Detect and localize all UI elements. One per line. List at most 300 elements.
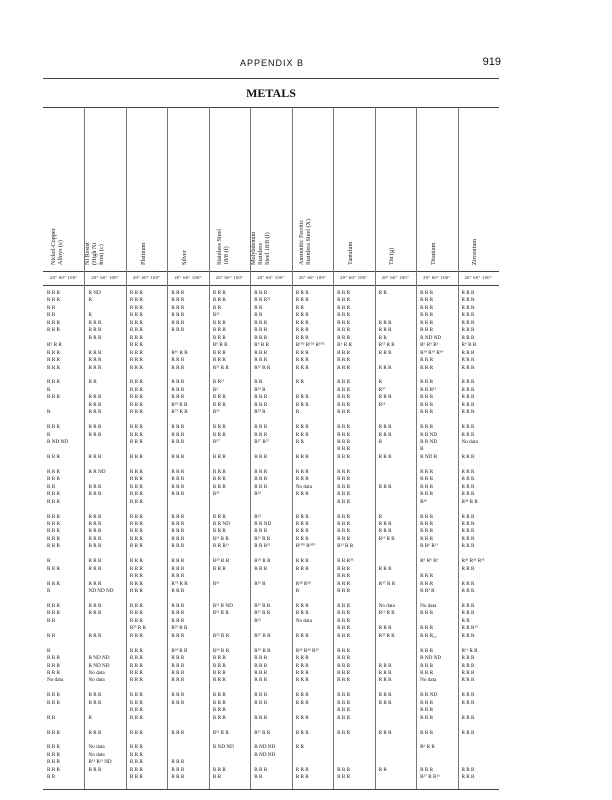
table-row xyxy=(43,633,499,640)
table-cell: R⁶ R⁶ R⁶ xyxy=(420,558,439,565)
table-cell: R R R xyxy=(88,513,102,520)
table-cell: R R R xyxy=(295,632,309,639)
table-cell: R R R xyxy=(88,409,102,416)
table-cell: R R R xyxy=(337,662,351,669)
table-cell: R R R xyxy=(337,394,351,401)
table-cell: R R R xyxy=(47,327,60,334)
table-cell: R²³ R R xyxy=(171,401,188,408)
table-row xyxy=(43,610,499,617)
table-cell: R R R xyxy=(254,424,268,431)
table-title: METALS xyxy=(246,86,296,100)
table-cell: R R R xyxy=(337,453,351,460)
table-cell: R R R xyxy=(378,431,392,438)
table-cell: R R R xyxy=(337,580,351,587)
table-cell: R¹¹ R R xyxy=(378,610,395,617)
table-cell: R R R xyxy=(171,558,185,565)
table-cell: R R R xyxy=(254,565,268,572)
table-cell: R R R xyxy=(171,319,185,326)
table-cell: R R R xyxy=(129,476,143,483)
table-cell: R¹¹ R R xyxy=(254,729,271,736)
table-cell: R R R¹¹ xyxy=(420,386,437,393)
table-cell: R²⁵ R R xyxy=(254,632,271,639)
table-cell: R R R xyxy=(212,297,226,304)
table-cell: R R R xyxy=(295,327,309,334)
table-cell: R xyxy=(47,647,51,654)
table-row xyxy=(43,536,499,543)
table-cell: R R R xyxy=(88,699,102,706)
table-cell: R R R xyxy=(129,774,143,781)
temperature-header: 20° 60° 100° xyxy=(257,275,285,280)
table-cell: R R R xyxy=(337,431,351,438)
column-header-label: Silver xyxy=(181,250,189,265)
table-cell: R R R xyxy=(461,327,475,334)
table-cell: R R R xyxy=(129,386,143,393)
table-cell: R R⁶ R¹¹ xyxy=(420,543,438,550)
table-cell: R R R xyxy=(337,669,351,676)
table-cell: R R R xyxy=(171,662,185,669)
table-cell: R R R xyxy=(295,297,309,304)
table-cell: R R R xyxy=(171,364,185,371)
table-cell: R R R xyxy=(47,357,60,364)
table-cell: R R R xyxy=(171,327,185,334)
table-cell: R R R xyxy=(171,610,185,617)
table-cell: R¹² R R xyxy=(337,543,354,550)
table-cell: R R R xyxy=(88,327,102,334)
table-cell: R R R xyxy=(129,580,143,587)
table-cell: R R R xyxy=(88,334,102,341)
table-cell: R R R xyxy=(47,692,60,699)
appendix-label: APPENDIX B xyxy=(239,58,305,68)
table-cell: R R R xyxy=(461,424,475,431)
table-cell: R xyxy=(295,588,300,594)
table-cell: R R R xyxy=(171,543,185,550)
table-cell: R R R xyxy=(254,483,268,490)
table-cell: R⁵⁷ R R xyxy=(378,580,396,587)
table-cell: R xyxy=(420,446,424,453)
table-cell: R R R xyxy=(47,669,60,676)
table-cell: R R R xyxy=(461,379,475,386)
table-cell: No data xyxy=(47,677,64,684)
table-cell: R ND xyxy=(88,290,101,296)
table-cell: R R xyxy=(254,312,263,319)
table-cell: R R R xyxy=(337,565,351,572)
table-cell: R R R xyxy=(129,759,143,766)
table-cell: R R R xyxy=(47,476,60,483)
table-cell: R R R xyxy=(47,453,60,460)
table-cell: R R R xyxy=(378,319,392,326)
table-row xyxy=(43,402,499,409)
table-cell: R R xyxy=(461,617,470,624)
table-cell: R R R xyxy=(129,290,143,296)
table-cell: R R R xyxy=(88,535,102,542)
table-cell: R R R xyxy=(420,714,434,721)
table-cell: R R R xyxy=(88,431,102,438)
table-cell: R R R xyxy=(212,401,226,408)
table-cell: R R R xyxy=(212,290,226,296)
table-cell: R R R xyxy=(420,766,434,773)
table-cell: R R R xyxy=(295,602,309,609)
table-cell: R R R xyxy=(47,513,60,520)
table-row xyxy=(43,424,499,431)
table-cell: R R R xyxy=(129,662,143,669)
table-cell: R R R xyxy=(254,349,268,356)
table-cell: R R R xyxy=(254,401,268,408)
table-cell: R R R xyxy=(461,312,475,319)
table-cell: R R R xyxy=(337,677,351,684)
table-cell: R R R xyxy=(337,290,351,296)
table-cell: R R R xyxy=(337,774,351,781)
table-cell: R R R xyxy=(47,290,60,296)
column-header-label: Stainless Steel 18/8 (f) xyxy=(215,229,230,265)
table-cell: R R R xyxy=(295,312,309,319)
table-cell: R R xyxy=(254,304,263,311)
table-cell: R R R xyxy=(171,394,185,401)
table-cell: R R R xyxy=(129,483,143,490)
table-cell: R R R xyxy=(461,334,475,341)
table-cell: R R R xyxy=(461,565,475,572)
table-cell: R R R xyxy=(420,319,434,326)
table-cell: R R R xyxy=(129,297,143,304)
table-cell: R ND ND xyxy=(420,334,442,341)
table-cell: R R R xyxy=(461,528,475,535)
table-cell: R R R xyxy=(295,401,309,408)
table-cell: R ND ND xyxy=(88,655,110,662)
table-cell: R R R xyxy=(129,766,143,773)
table-cell: R R R xyxy=(461,290,475,296)
table-cell: R R R xyxy=(461,520,475,527)
table-cell: No data xyxy=(420,602,437,609)
table-row xyxy=(43,312,499,319)
table-cell: R R R xyxy=(337,513,351,520)
table-row xyxy=(43,417,499,424)
table-row xyxy=(43,305,499,312)
table-cell: R³⁵ R³⁵ R³⁵ xyxy=(295,647,319,654)
table-cell: R R R xyxy=(461,655,475,662)
table-cell: R¹¹ R R xyxy=(212,364,229,371)
table-cell: R R R xyxy=(378,662,392,669)
table-cell: R R R xyxy=(378,669,392,676)
table-cell: R R xyxy=(378,766,387,773)
table-row xyxy=(43,551,499,558)
table-cell: R R R xyxy=(420,290,434,296)
table-cell: R R R xyxy=(129,334,143,341)
table-cell: R R R xyxy=(461,662,475,669)
table-cell: R R R xyxy=(88,453,102,460)
table-cell: R xyxy=(47,558,51,565)
table-cell: R R R xyxy=(47,602,60,609)
column-header xyxy=(84,109,125,271)
table-cell: R R R xyxy=(337,535,351,542)
table-row xyxy=(43,365,499,372)
table-cell: R R R xyxy=(337,483,351,490)
table-cell: R R R xyxy=(129,379,143,386)
table-cell: R²⁶ R²⁶ R³³ xyxy=(461,558,485,565)
table-cell: R³ xyxy=(212,386,218,393)
table-cell: ND ND ND xyxy=(88,588,114,594)
table-cell: R R R xyxy=(254,655,268,662)
table-cell: R R R xyxy=(295,729,309,736)
table-row xyxy=(43,767,499,774)
table-cell: R R R xyxy=(47,699,60,706)
metals-table xyxy=(43,78,499,790)
table-cell: R R R xyxy=(254,431,268,438)
table-cell: R R R xyxy=(337,692,351,699)
table-cell: R R R xyxy=(295,349,309,356)
table-row xyxy=(43,722,499,729)
table-cell: R⁷³ R R xyxy=(171,409,188,416)
table-cell: R R R xyxy=(171,312,185,319)
table-cell: R R R xyxy=(337,602,351,609)
table-cell: R R R xyxy=(171,535,185,542)
table-cell: R R R xyxy=(420,513,434,520)
table-row xyxy=(43,439,499,446)
table-cell: R R R xyxy=(337,610,351,617)
table-cell: R R R xyxy=(420,401,434,408)
table-cell: R R R xyxy=(88,424,102,431)
table-cell: R¹¹ R R xyxy=(461,647,478,654)
table-cell: R R R xyxy=(88,319,102,326)
table-cell: R R R xyxy=(171,655,185,662)
table-cell: R R R xyxy=(129,655,143,662)
table-cell: R R R xyxy=(461,483,475,490)
table-cell: R R R xyxy=(461,766,475,773)
table-cell: R R R xyxy=(212,327,226,334)
table-cell: R xyxy=(47,409,51,416)
table-cell: R R R xyxy=(337,297,351,304)
table-row xyxy=(43,379,499,386)
table-cell: R R R xyxy=(420,647,434,654)
table-cell: R³⁸ R³⁸ xyxy=(295,580,311,587)
table-cell: R R R xyxy=(420,528,434,535)
table-cell: R R R xyxy=(171,588,185,594)
table-cell: R R R xyxy=(88,580,102,587)
table-cell: R R R xyxy=(461,386,475,393)
table-cell: R R R xyxy=(254,327,268,334)
table-row xyxy=(43,573,499,580)
table-cell: R R R₁₂ xyxy=(420,632,437,639)
table-cell: R²² xyxy=(254,513,261,520)
table-row xyxy=(43,491,499,498)
table-cell: R R R xyxy=(337,491,351,498)
table-cell: R⁵⁷ xyxy=(378,386,386,393)
table-cell: R R R xyxy=(461,453,475,460)
table-cell: R R xyxy=(47,774,56,781)
table-cell: R R R xyxy=(129,707,143,714)
table-cell: R R R xyxy=(295,357,309,364)
table-row xyxy=(43,521,499,528)
table-cell: R ND ND xyxy=(420,655,442,662)
column-header xyxy=(250,109,291,271)
table-cell: R R R xyxy=(47,655,60,662)
table-cell: R R R xyxy=(461,774,475,781)
table-cell: R²³ xyxy=(212,312,220,319)
table-cell: R R R xyxy=(47,498,60,505)
table-cell: R xyxy=(88,714,92,721)
table-cell: R R R xyxy=(420,491,434,498)
table-cell: R R R xyxy=(420,669,434,676)
column-header-label: Titanium xyxy=(429,242,437,265)
table-cell: R R R xyxy=(461,714,475,721)
table-cell: R R R xyxy=(212,565,226,572)
table-cell: R R R xyxy=(212,766,226,773)
table-cell: R R R xyxy=(378,692,392,699)
table-cell: R R R xyxy=(212,453,226,460)
table-cell: R R ND xyxy=(254,520,272,527)
table-cell: R³² xyxy=(212,491,220,498)
table-cell: R R R xyxy=(171,692,185,699)
table-cell: R²³ xyxy=(212,409,220,416)
table-cell: No data xyxy=(88,669,105,676)
table-cell: R R R xyxy=(378,677,392,684)
table-cell: R¹³ R¹³ ND xyxy=(88,759,112,766)
table-cell: R R R xyxy=(254,453,268,460)
table-cell: R xyxy=(88,312,92,319)
table-cell: R R R³³ xyxy=(337,558,354,565)
table-cell: R R xyxy=(47,312,56,319)
table-cell: R R R xyxy=(129,357,143,364)
table-cell: R R R xyxy=(461,610,475,617)
table-cell: R xyxy=(47,431,51,438)
table-row xyxy=(43,603,499,610)
table-row xyxy=(43,327,499,334)
table-cell: R R R xyxy=(171,491,185,498)
table-cell: R R³ R xyxy=(420,588,435,594)
table-row xyxy=(43,342,499,349)
table-cell: R²⁷ R R¹³ xyxy=(420,774,440,781)
table-cell: R R R xyxy=(461,431,475,438)
table-cell: R R R xyxy=(461,401,475,408)
table-cell: R R R xyxy=(461,588,475,594)
table-cell: R R R xyxy=(337,319,351,326)
table-cell: R R R xyxy=(295,565,309,572)
table-cell: R²³ R R xyxy=(171,625,188,632)
table-cell: R R R xyxy=(295,468,309,475)
table-cell: R¹¹ R ND xyxy=(212,602,233,609)
table-cell: R R R xyxy=(129,573,143,580)
table-cell: R R R xyxy=(129,349,143,356)
table-cell: R R R xyxy=(47,520,60,527)
table-cell: R¹¹ R R xyxy=(254,535,271,542)
table-cell: R R R xyxy=(171,729,185,736)
column-header-label: Molybdenum Stainless Steel 18/8 (f) xyxy=(249,231,271,265)
table-cell: R R R²² xyxy=(254,297,271,304)
table-cell: R R R xyxy=(129,401,143,408)
table-cell: R R R xyxy=(88,632,102,639)
table-cell: R R R xyxy=(254,714,268,721)
table-cell: R R R xyxy=(337,409,351,416)
table-cell: R R R xyxy=(254,766,268,773)
table-cell: R R R xyxy=(171,468,185,475)
table-cell: R R R xyxy=(212,692,226,699)
table-cell: R R R xyxy=(171,386,185,393)
table-row xyxy=(43,461,499,468)
table-cell: R R R xyxy=(378,364,392,371)
table-cell: R R R xyxy=(47,729,60,736)
table-cell: R R xyxy=(47,304,56,311)
table-cell: R R R xyxy=(295,334,309,341)
table-cell: R¹¹ R R xyxy=(212,610,229,617)
table-cell: R R R xyxy=(254,662,268,669)
table-cell: R R R xyxy=(378,528,392,535)
table-cell: R R R xyxy=(129,535,143,542)
table-cell: R R R xyxy=(88,692,102,699)
table-row xyxy=(43,677,499,684)
table-cell: R R R xyxy=(337,476,351,483)
table-cell: R R xyxy=(88,379,97,386)
table-cell: R R xyxy=(254,774,263,781)
table-cell: R ND ND xyxy=(88,662,110,669)
table-cell: No data xyxy=(378,602,395,609)
table-row xyxy=(43,640,499,647)
table-cell: R¹² xyxy=(378,401,386,408)
table-cell: R R R xyxy=(88,520,102,527)
table-cell: R R R xyxy=(129,558,143,565)
table-cell: R R R xyxy=(47,535,60,542)
table-cell: R R xyxy=(378,290,387,296)
table-cell: R R R xyxy=(420,662,434,669)
table-cell: R R R xyxy=(461,677,475,684)
table-cell: R R R¹¹ xyxy=(212,543,229,550)
table-cell: R R R xyxy=(129,312,143,319)
table-cell: R¹¹ R R xyxy=(254,610,271,617)
table-cell: R R R xyxy=(129,498,143,505)
table-cell: R R R xyxy=(47,491,60,498)
table-cell: R R R xyxy=(88,565,102,572)
table-cell: R R R xyxy=(171,677,185,684)
table-cell: R R R xyxy=(337,647,351,654)
table-cell: R R R xyxy=(129,304,143,311)
table-cell: R R R xyxy=(337,327,351,334)
table-cell: R R R xyxy=(461,304,475,311)
table-cell: R R R xyxy=(378,453,392,460)
table-cell: R R R xyxy=(254,357,268,364)
table-cell: R R R xyxy=(295,669,309,676)
table-cell: R R R xyxy=(420,625,434,632)
table-cell: R R R xyxy=(129,431,143,438)
table-row xyxy=(43,387,499,394)
table-cell: R ND ND xyxy=(254,751,276,758)
table-cell: R R R xyxy=(461,394,475,401)
table-cell: R R R xyxy=(295,766,309,773)
table-cell: R R R xyxy=(171,602,185,609)
table-cell: R²⁵ R R xyxy=(212,632,230,639)
table-row xyxy=(43,730,499,737)
table-cell: R R R xyxy=(171,565,185,572)
table-cell: R R R xyxy=(420,707,434,714)
table-cell: R xyxy=(295,409,300,416)
table-cell: R R xyxy=(212,774,222,781)
table-row xyxy=(43,394,499,401)
table-row xyxy=(43,506,499,513)
table-cell: R R R xyxy=(129,714,143,721)
table-row xyxy=(43,297,499,304)
table-cell: R R R xyxy=(129,453,143,460)
table-row xyxy=(43,476,499,483)
table-cell: R R R xyxy=(461,580,475,587)
table-cell: R³¹ R xyxy=(254,580,266,587)
table-cell: R R R xyxy=(337,401,351,408)
table-row xyxy=(43,759,499,766)
table-cell: R¹² R R xyxy=(378,342,395,349)
table-row xyxy=(43,618,499,625)
table-cell: R R R xyxy=(212,431,226,438)
table-cell: R R R xyxy=(337,446,351,453)
table-cell: R R R xyxy=(129,610,143,617)
table-cell: R R xyxy=(47,714,56,721)
table-cell: R R R xyxy=(295,513,309,520)
table-cell: R R R xyxy=(47,364,60,371)
table-row xyxy=(43,528,499,535)
